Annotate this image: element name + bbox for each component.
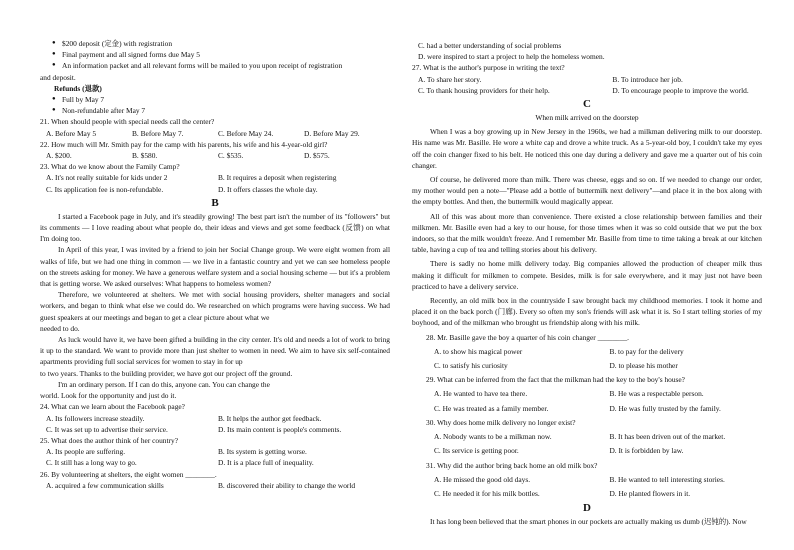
bullet-info-packet: ● An information packet and all relevant forms will be mailed to you upon receipt of registration: [40, 60, 390, 71]
question-29-options: [412, 388, 762, 399]
question-27-options: [412, 74, 762, 96]
question-30-options: [412, 431, 762, 442]
refunds-heading: Refunds (退款): [54, 83, 102, 93]
option: D. He was fully trusted by the family.: [609, 403, 721, 413]
question-23: 23. What do we know about the Family Camp?: [40, 162, 180, 172]
option: D. $575.: [304, 151, 330, 161]
option: A. To share her story.: [418, 74, 482, 84]
question-22-options: [40, 150, 390, 161]
passage-b-paragraph-3-end: needed to do.: [40, 323, 80, 333]
question-25-options: [40, 446, 390, 468]
question-30: 30. Why does home milk delivery no longer exist?: [426, 417, 576, 427]
option: B. He was a respectable person.: [609, 389, 704, 399]
question-26-option-c: C. had a better understanding of social problems: [418, 41, 562, 50]
question-31: 31. Why did the author bring back home an old milk box?: [426, 460, 598, 470]
question-29-options-row-2: [412, 403, 762, 414]
section-d-heading: D: [583, 502, 591, 515]
option: C. It still has a long way to go.: [46, 458, 137, 468]
question-31-options-row-2: [412, 488, 762, 499]
question-25: 25. What does the author think of her country?: [40, 435, 178, 445]
option: B. It has been driven out of the market.: [609, 432, 726, 442]
left-column: [40, 38, 390, 491]
question-29: 29. What can be inferred from the fact that the milkman had the key to the boy's house?: [426, 375, 685, 385]
question-28-options: [412, 346, 762, 357]
option: A. Before May 5: [46, 128, 97, 138]
passage-c-paragraph-1: When I was a boy growing up in New Jersey in the 1960s, we had a milkman delivering milk to our doorstep. His name was Mr. Basille. He wore a white cap and drove a white truck. As a 5-year-old boy, I couldn't take my eyes off the coin changer fixed to his belt. He noticed this one day during a delivery and gave me a quarter out of his coin changer.: [412, 127, 762, 170]
option: C. To thank housing providers for their help.: [418, 85, 550, 95]
passage-b-paragraph-4: As luck would have it, we have been gifted a building in the city center. It's old and needs a lot of work to bring it up to the standard. We want to provide more than just shelter to women in need. We aim to have six self-contained apartments providing full social services for women to stay in for up: [40, 335, 390, 367]
passage-b-paragraph-3: Therefore, we volunteered at shelters. We met with social housing providers, shelter managers and social workers, and began to think what else we could do. We researched on which programs were having success. We had guest speakers at our meetings and began to get a clear picture about what we: [40, 290, 390, 322]
question-21: 21. When should people with special needs call the center?: [40, 117, 215, 127]
option: A. to show his magical power: [434, 346, 523, 356]
question-26-options: [40, 480, 390, 491]
option: D. Its main content is people's comments.: [218, 424, 342, 434]
option: C. Before May 24.: [218, 128, 274, 138]
option: B. He wanted to tell interesting stories.: [609, 474, 725, 484]
option: A. Its people are suffering.: [46, 447, 126, 457]
option: C. Its application fee is non-refundable.: [46, 184, 164, 194]
option: B. To introduce her job.: [612, 74, 683, 84]
passage-c-title: When milk arrived on the doorstep: [535, 113, 639, 123]
option: A. He wanted to have tea there.: [434, 389, 528, 399]
option: D. He planted flowers in it.: [609, 488, 691, 498]
passage-b-paragraph-5-end: world. Look for the opportunity and just do it.: [40, 391, 177, 401]
question-24-options: [40, 413, 390, 435]
bullet-continuation: and deposit.: [40, 72, 76, 82]
option: C. to satisfy his curiosity: [434, 361, 508, 371]
right-column: [412, 40, 762, 527]
passage-c-paragraph-3: All of this was about more than convenience. There existed a close relationship between families and their milkmen. Mr. Basille even had a key to our house, for those times when it was so cold outside that we put the box indoors, so that the milk wouldn't freeze. And I remember Mr. Basille from time to time taking a break at our kitchen table, having a cup of tea and telling stories about his delivery.: [412, 211, 762, 255]
option: A. $200.: [46, 151, 72, 161]
section-c-heading: C: [583, 98, 591, 111]
refund-full: ● Full by May 7: [40, 94, 390, 105]
bullet-deposit: ● $200 deposit (定金) with registration: [40, 38, 390, 49]
option: B. $580.: [132, 151, 158, 161]
option: B. Before May 7.: [132, 128, 184, 138]
question-24: 24. What can we learn about the Facebook page?: [40, 402, 185, 412]
option: C. $535.: [218, 151, 244, 161]
option: B. Its system is getting worse.: [218, 447, 307, 457]
question-23-options: [40, 172, 390, 194]
section-b-heading: B: [211, 196, 219, 209]
passage-c-paragraph-5: Recently, an old milk box in the countryside I saw brought back my childhood memories. I took it home and placed it on the back porch (门廊). Every so often my son's friends will ask what it is. So I start telling stories of my boyhood, and of the milkman who brought us friendship along with his milk.: [412, 296, 762, 328]
question-26: 26. By volunteering at shelters, the eight women ________.: [40, 469, 217, 479]
passage-c-paragraph-2: Of course, he delivered more than milk. There was cheese, eggs and so on. If we needed to change our order, my mother would pen a note—"Please add a bottle of buttermilk next delivery"—and place it in the box along with the empty bottles. And then, the buttermilk would magically appear.: [412, 175, 762, 207]
question-26-option-d: D. were inspired to start a project to help the homeless women.: [418, 52, 605, 62]
option: A. It's not really suitable for kids under 2: [46, 173, 168, 183]
question-31-options: [412, 474, 762, 485]
option: C. Its service is getting poor.: [434, 446, 519, 456]
option: A. He missed the good old days.: [434, 474, 531, 484]
passage-b-paragraph-1: I started a Facebook page in July, and it's steadily growing! The best part isn't the number of its "followers" but its comments — I love reading about what people do, their ideas and views and get some feedback (反馈) on what I'm doing too.: [40, 211, 390, 244]
question-28-options-row-2: [412, 360, 762, 371]
question-21-options: [40, 128, 390, 139]
passage-b-paragraph-4-end: to two years. Thanks to the building provider, we have got our project off the ground.: [40, 368, 293, 378]
bullet-final-payment: ● Final payment and all signed forms due May 5: [40, 49, 390, 60]
question-28: 28. Mr. Basille gave the boy a quarter of his coin changer ________.: [426, 332, 629, 342]
option: A. acquired a few communication skills: [46, 480, 164, 490]
option: D. To encourage people to improve the world.: [612, 85, 749, 95]
question-22: 22. How much will Mr. Smith pay for the camp with his parents, his wife and his 4-year-old girl?: [40, 139, 328, 149]
option: C. It was set up to advertise their service.: [46, 424, 168, 434]
passage-b-paragraph-5: I'm an ordinary person. If I can do this, anyone can. You can change the: [58, 379, 270, 389]
option: B. discovered their ability to change the world: [218, 480, 356, 490]
question-30-options-row-2: [412, 445, 762, 456]
option: D. Before May 29.: [304, 128, 360, 138]
option: D. It is a place full of inequality.: [218, 458, 314, 468]
option: D. to please his mother: [609, 361, 678, 371]
option: C. He needed it for his milk bottles.: [434, 488, 540, 498]
option: D. It is forbidden by law.: [609, 446, 684, 456]
option: B. to pay for the delivery: [609, 346, 684, 356]
option: A. Its followers increase steadily.: [46, 413, 145, 423]
option: B. It helps the author get feedback.: [218, 413, 322, 423]
option: B. It requires a deposit when registering: [218, 173, 337, 183]
option: A. Nobody wants to be a milkman now.: [434, 432, 552, 442]
option: C. He was treated as a family member.: [434, 403, 549, 413]
option: D. It offers classes the whole day.: [218, 184, 318, 194]
passage-d-paragraph-1: It has long been believed that the smart phones in our pockets are actually making us dumb (迟钝的). Now: [430, 517, 747, 527]
passage-c-paragraph-4: There is sadly no home milk delivery today. Big companies allowed the production of cheaper milk thus making it difficult for milkmen to compete. Besides, milk is for sale everywhere, and it may just not have been practiced to have a delivery service.: [412, 259, 762, 291]
question-27: 27. What is the author's purpose in writing the text?: [412, 63, 565, 73]
refund-none: ● Non-refundable after May 7: [40, 105, 390, 116]
passage-b-paragraph-2: In April of this year, I was invited by a friend to join her Social Change group. We were eight women from all walks of life, but we had one thing in common — we live in a fantastic country and yet we can see homeless people on the streets asking for money. We have a generous welfare system and a social housing scheme — but it's a problem that is getting worse. We asked ourselves: What happens to homeless women?: [40, 245, 390, 289]
